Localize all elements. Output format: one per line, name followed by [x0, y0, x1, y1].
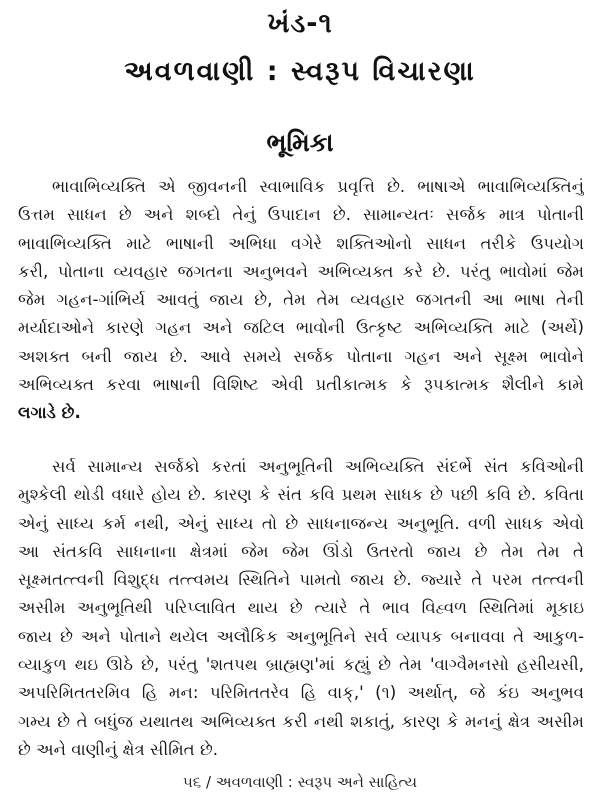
- paragraph-line: લગાડે છે.: [18, 403, 81, 423]
- paragraph-line: ગમ્ય છે તે બધુંજ યથાતથ અભિવ્યક્ત કરી નથી શકાતું, કારણ કે મનનું ક્ષેત્ર અસીમ: [18, 711, 584, 731]
- paragraph-line: અસીમ અનુભૂતિથી પરિપ્લાવિત થાય છે ત્યારે તે ભાવ વિહ્વળ સ્થિતિમાં મૂકાઇ: [18, 598, 584, 618]
- book-title: અવળવાણી : સ્વરૂપ વિચારણા: [124, 56, 476, 87]
- page-footer: ૫૬ / અવળવાણી : સ્વરૂપ અને સાહિત્ય: [182, 773, 418, 791]
- paragraph-line: જાય છે અને પોતાને થયેલ અલૌકિક અનુભૂતિને સર્વ વ્યાપક બનાવવા તે આકુળ-: [18, 626, 584, 646]
- paragraph-line: આ સંતકવિ સાધનાના ક્ષેત્રમાં જેમ જેમ ઊંડો ઉતરતો જાય છે તેમ તેમ તે: [18, 541, 584, 561]
- paragraph-1: [18, 173, 584, 428]
- paragraph-line: જેમ ગહન-ગાંભિર્ય આવતું જાય છે, તેમ તેમ વ્યવહાર જગતની આ ભાષા તેની: [18, 290, 584, 310]
- paragraph-line: વ્યાકુળ થઇ ઊઠે છે, પરંતુ 'શતપથ બ્રાહ્મણ'માં કહ્યું છે તેમ 'વાગ્વૈમનસો હસીયસી,: [18, 655, 584, 675]
- paragraph-line: સૂક્ષ્મતત્ત્વની વિશુદ્ધ તત્ત્વમય સ્થિતિને પામતો જાય છે. જ્યારે તે પરમ તત્ત્વની: [18, 570, 584, 590]
- paragraph-line: અપરિમિતતરમિવ હિ મન: પરિમિતતરેવ હિ વાક્,' (૧) અર્થાત્, જે કંઇ અનુભવ: [18, 683, 584, 703]
- paragraph-line: મુશ્કેલી થોડી વધારે હોય છે. કારણ કે સંત કવિ પ્રથમ સાધક છે પછી કવિ છે. કવિતા: [18, 485, 584, 505]
- paragraph-line: સર્વ સામાન્ય સર્જકો કરતાં અનુભૂતિની અભિવ્યક્તિ સંદર્ભે સંત કવિઓની: [52, 457, 584, 476]
- paragraph-line: મર્યાદાઓને કારણે ગહન અને જટિલ ભાવોની ઉત્કૃષ્ટ અભિવ્યક્તિ માટે (અર્થે): [18, 318, 584, 338]
- paragraph-line: છે અને વાણીનું ક્ષેત્ર સીમિત છે.: [18, 739, 219, 759]
- chapter-heading: ખંડ-૧: [267, 8, 333, 39]
- paragraph-line: ભાવાભિવ્યક્તિ એ જીવનની સ્વાભાવિક પ્રવૃત્તિ છે. ભાષાએ ભાવાભિવ્યક્તિનું: [52, 177, 584, 196]
- paragraph-line: એનું સાધ્ય કર્મ નથી, એનું સાધ્ય તો છે સાધનાજન્ય અનુભૂતિ. વળી સાધક એવો: [18, 513, 584, 533]
- paragraph-line: કરી, પોતાના વ્યવહાર જગતના અનુભવને અભિવ્યક્ત કરે છે. પરંતુ ભાવોમાં જેમ: [18, 261, 584, 281]
- section-heading: ભૂમિકા: [266, 128, 334, 157]
- paragraph-line: ઉત્તમ સાધન છે અને શબ્દો તેનું ઉપાદાન છે. સામાન્યતઃ સર્જક માત્ર પોતાની: [18, 205, 584, 225]
- paragraph-line: અશક્ત બની જાય છે. આવે સમયે સર્જક પોતાના ગહન અને સૂક્ષ્મ ભાવોને: [18, 346, 584, 366]
- paragraph-2: [18, 453, 584, 764]
- paragraph-line: ભાવાભિવ્યક્તિ માટે ભાષાની અભિધા વગેરે શક્તિઓનો સાધન તરીકે ઉપયોગ: [18, 233, 584, 253]
- paragraph-line: અભિવ્યક્ત કરવા ભાષાની વિશિષ્ટ એવી પ્રતીકાત્મક કે રૂપકાત્મક શૈલીને કામે: [18, 375, 584, 395]
